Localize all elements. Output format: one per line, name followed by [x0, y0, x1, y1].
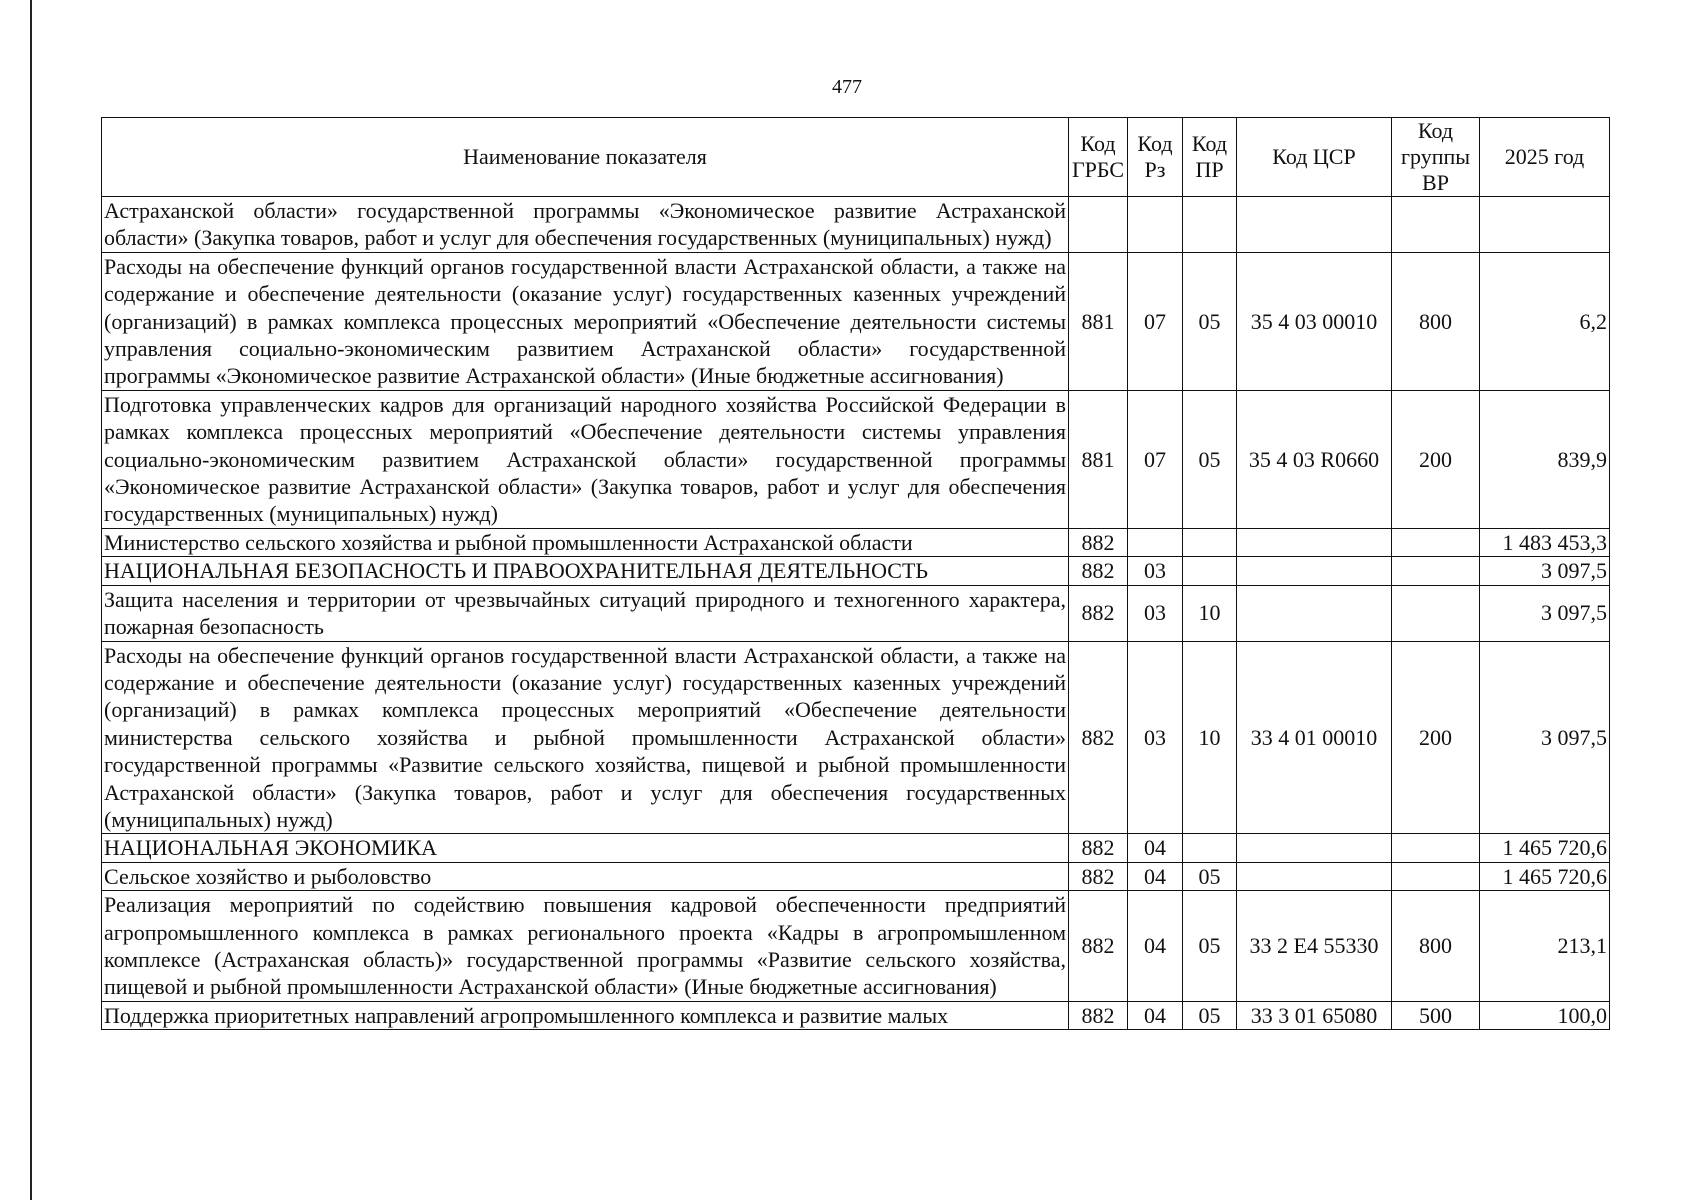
row-amount — [1480, 197, 1610, 253]
table-row — [102, 891, 1610, 1002]
row-name: Подготовка управленческих кадров для организаций народного хозяйства Российской Федерации в рамках комплекса процессных мероприятий «Обеспечение деятельности системы управления социально-экономическим развитием Астраханской области» государственной программы «Экономическое развитие Астраханской области» (Закупка товаров, работ и услуг для обеспечения государственных (муниципальных) нужд) — [102, 390, 1069, 528]
row-pr: 05 — [1183, 252, 1237, 390]
table-row — [102, 390, 1610, 528]
row-grbs: 882 — [1069, 528, 1128, 556]
row-csr — [1237, 862, 1392, 890]
row-csr — [1237, 528, 1392, 556]
header-rz-line2: Рз — [1144, 157, 1166, 182]
row-rz: 03 — [1128, 641, 1183, 834]
header-rz-line1: Код — [1137, 131, 1173, 156]
row-vr: 500 — [1392, 1001, 1480, 1029]
row-amount: 100,0 — [1480, 1001, 1610, 1029]
row-csr — [1237, 834, 1392, 862]
header-grbs-line1: Код — [1080, 131, 1116, 156]
header-vr-line3: ВР — [1422, 170, 1449, 195]
header-vr-line2: группы — [1400, 144, 1471, 169]
row-rz: 04 — [1128, 834, 1183, 862]
row-amount: 3 097,5 — [1480, 557, 1610, 585]
row-pr — [1183, 197, 1237, 253]
table-row — [102, 834, 1610, 862]
table-row — [102, 862, 1610, 890]
header-vr — [1392, 118, 1480, 197]
row-pr — [1183, 528, 1237, 556]
row-grbs: 882 — [1069, 557, 1128, 585]
row-pr: 10 — [1183, 585, 1237, 641]
row-rz: 03 — [1128, 585, 1183, 641]
row-grbs: 882 — [1069, 641, 1128, 834]
row-rz: 04 — [1128, 1001, 1183, 1029]
row-name: Министерство сельского хозяйства и рыбной промышленности Астраханской области — [102, 528, 1069, 556]
row-rz: 07 — [1128, 252, 1183, 390]
header-vr-line1: Код — [1417, 118, 1454, 143]
page-number: 477 — [832, 76, 862, 98]
table-row — [102, 557, 1610, 585]
row-amount: 6,2 — [1480, 252, 1610, 390]
row-grbs — [1069, 197, 1128, 253]
row-vr — [1392, 528, 1480, 556]
row-csr: 35 4 03 R0660 — [1237, 390, 1392, 528]
row-vr — [1392, 197, 1480, 253]
row-pr: 05 — [1183, 891, 1237, 1002]
row-vr — [1392, 585, 1480, 641]
row-name: Поддержка приоритетных направлений агропромышленного комплекса и развитие малых — [102, 1001, 1069, 1029]
row-rz: 03 — [1128, 557, 1183, 585]
row-vr: 200 — [1392, 641, 1480, 834]
row-rz: 04 — [1128, 862, 1183, 890]
row-grbs: 882 — [1069, 585, 1128, 641]
budget-table — [101, 117, 1610, 1030]
row-grbs: 881 — [1069, 252, 1128, 390]
table-row — [102, 252, 1610, 390]
row-rz — [1128, 197, 1183, 253]
row-rz: 04 — [1128, 891, 1183, 1002]
row-rz — [1128, 528, 1183, 556]
row-name: НАЦИОНАЛЬНАЯ БЕЗОПАСНОСТЬ И ПРАВООХРАНИТЕЛЬНАЯ ДЕЯТЕЛЬНОСТЬ — [102, 557, 1069, 585]
row-csr: 33 2 Е4 55330 — [1237, 891, 1392, 1002]
table-header-row — [102, 118, 1610, 197]
header-pr — [1183, 118, 1237, 197]
row-csr: 35 4 03 00010 — [1237, 252, 1392, 390]
header-grbs — [1069, 118, 1128, 197]
header-csr: Код ЦСР — [1237, 118, 1392, 197]
row-amount: 213,1 — [1480, 891, 1610, 1002]
row-csr — [1237, 585, 1392, 641]
row-pr — [1183, 557, 1237, 585]
table-row — [102, 1001, 1610, 1029]
row-grbs: 881 — [1069, 390, 1128, 528]
row-vr — [1392, 862, 1480, 890]
row-vr — [1392, 557, 1480, 585]
row-amount: 839,9 — [1480, 390, 1610, 528]
header-grbs-line2: ГРБС — [1071, 157, 1125, 182]
row-name: Расходы на обеспечение функций органов государственной власти Астраханской области, а также на содержание и обеспечение деятельности (оказание услуг) государственных казенных учреждений (организаций) в рамках комплекса процессных мероприятий «Обеспечение деятельности системы управления социально-экономическим развитием Астраханской области» государственной программы «Экономическое развитие Астраханской области» (Иные бюджетные ассигнования) — [102, 252, 1069, 390]
table-row — [102, 641, 1610, 834]
row-csr — [1237, 557, 1392, 585]
header-name: Наименование показателя — [102, 118, 1069, 197]
row-pr: 10 — [1183, 641, 1237, 834]
header-year: 2025 год — [1480, 118, 1610, 197]
row-pr: 05 — [1183, 1001, 1237, 1029]
row-grbs: 882 — [1069, 862, 1128, 890]
row-vr: 800 — [1392, 252, 1480, 390]
row-amount: 3 097,5 — [1480, 641, 1610, 834]
row-vr: 200 — [1392, 390, 1480, 528]
header-pr-line2: ПР — [1195, 157, 1224, 182]
row-amount: 1 483 453,3 — [1480, 528, 1610, 556]
row-amount: 3 097,5 — [1480, 585, 1610, 641]
row-name: Сельское хозяйство и рыболовство — [102, 862, 1069, 890]
row-name: Астраханской области» государственной программы «Экономическое развитие Астраханской области» (Закупка товаров, работ и услуг для обеспечения государственных (муниципальных) нужд) — [102, 197, 1069, 253]
row-amount: 1 465 720,6 — [1480, 862, 1610, 890]
table-row — [102, 528, 1610, 556]
row-amount: 1 465 720,6 — [1480, 834, 1610, 862]
row-name: Защита населения и территории от чрезвычайных ситуаций природного и техногенного характера, пожарная безопасность — [102, 585, 1069, 641]
row-rz: 07 — [1128, 390, 1183, 528]
header-pr-line1: Код — [1191, 131, 1228, 156]
row-pr — [1183, 834, 1237, 862]
row-grbs: 882 — [1069, 834, 1128, 862]
row-csr: 33 4 01 00010 — [1237, 641, 1392, 834]
row-name: Реализация мероприятий по содействию повышения кадровой обеспеченности предприятий агропромышленного комплекса в рамках регионального проекта «Кадры в агропромышленном комплексе (Астраханская область)» государственной программы «Развитие сельского хозяйства, пищевой и рыбной промышленности Астраханской области» (Иные бюджетные ассигнования) — [102, 891, 1069, 1002]
row-vr: 800 — [1392, 891, 1480, 1002]
row-pr: 05 — [1183, 862, 1237, 890]
table-row — [102, 197, 1610, 253]
row-csr — [1237, 197, 1392, 253]
row-pr: 05 — [1183, 390, 1237, 528]
header-rz — [1128, 118, 1183, 197]
binding-margin-line — [30, 0, 32, 1200]
row-name: НАЦИОНАЛЬНАЯ ЭКОНОМИКА — [102, 834, 1069, 862]
table-row — [102, 585, 1610, 641]
row-name: Расходы на обеспечение функций органов государственной власти Астраханской области, а также на содержание и обеспечение деятельности (оказание услуг) государственных казенных учреждений (организаций) в рамках комплекса процессных мероприятий «Обеспечение деятельности министерства сельского хозяйства и рыбной промышленности Астраханской области» государственной программы «Развитие сельского хозяйства, пищевой и рыбной промышленности Астраханской области» (Закупка товаров, работ и услуг для обеспечения государственных (муниципальных) нужд) — [102, 641, 1069, 834]
row-grbs: 882 — [1069, 1001, 1128, 1029]
row-csr: 33 3 01 65080 — [1237, 1001, 1392, 1029]
row-grbs: 882 — [1069, 891, 1128, 1002]
row-vr — [1392, 834, 1480, 862]
